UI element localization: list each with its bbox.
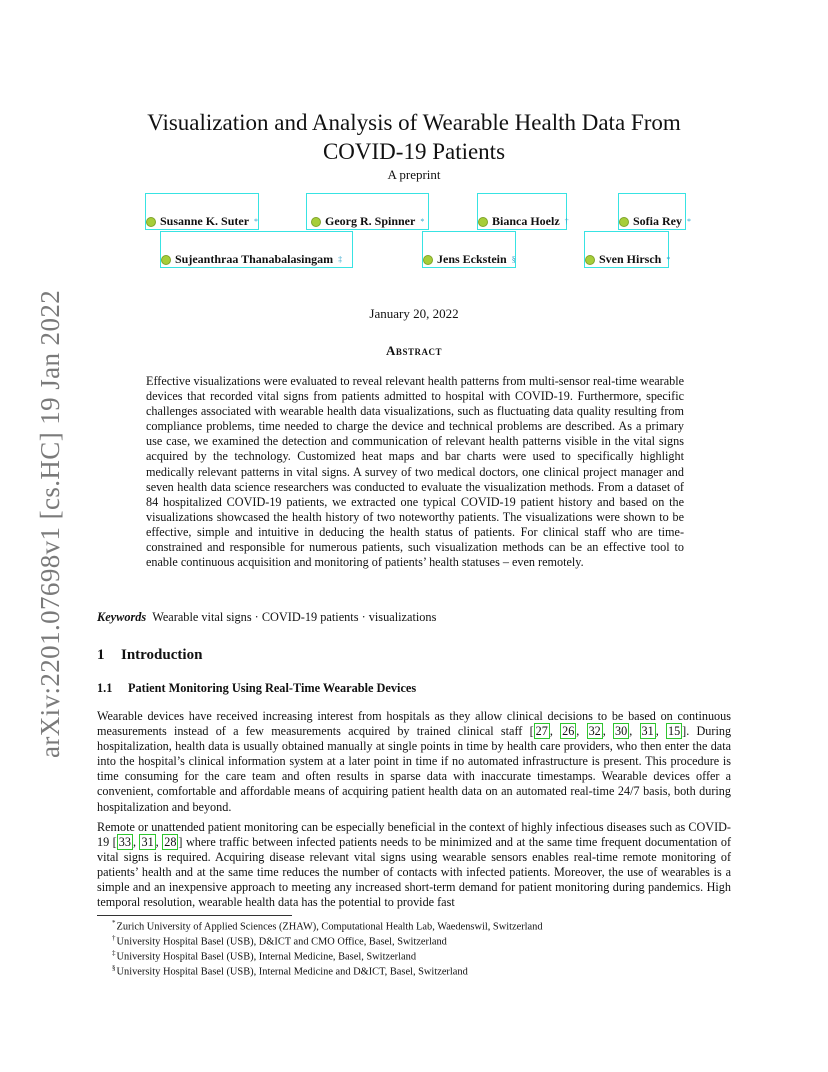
section-heading: [97, 647, 202, 664]
keywords-label: Keywords: [97, 610, 147, 624]
footnote-text: University Hospital Basel (USB), Internal Medicine, Basel, Switzerland: [116, 951, 417, 963]
footnote: [112, 949, 416, 962]
citation-link[interactable]: 33: [118, 835, 131, 850]
paragraph-text: Wearable devices have received increasing interest from hospitals as they allow clinical decisions to be based on continuous measurements instead of a few measurements acquired by trained clinical staff [: [97, 709, 731, 739]
abstract-text: Effective visualizations were evaluated to reveal relevant health patterns from multi-sensor real-time wearable devices that recorded vital signs from patients admitted to hospital with COVID-19. Furthermore, specific challenges associated with wearable health data visualizations, such as fluctuating data quality resulting from compliance problems, time needed to charge the device and technical problems are described. As a primary use case, we examined the detection and communication of relevant health patterns visible in the vital signs acquired by the technology. Customized heat maps and bar charts were used to specifically highlight medically relevant patterns in vital signs. A survey of two medical doctors, one clinical project manager and seven health data science researchers was conducted to evaluate the visualization methods. From a dataset of 84 hospitalized COVID-19 patients, we extracted one typical COVID-19 patient history and based on the visualizations showcased the health history of two noteworthy patients. The visualizations were shown to be effective, simple and intuitive in deducing the health status of patients. For clinical staff who are time-constrained and responsible for numerous patients, such visualization methods can be an effective tool to enable continuous acquisition and monitoring of patients’ health statuses – even remotely.: [146, 374, 684, 570]
abstract-heading-text: Abstract: [386, 343, 442, 358]
author-sven-hirsch[interactable]: [585, 252, 670, 267]
paper-title: Visualization and Analysis of Wearable Health Data From COVID-19 Patients: [147, 110, 681, 164]
orcid-icon[interactable]: [423, 255, 433, 265]
orcid-icon[interactable]: [585, 255, 595, 265]
footnote: [112, 919, 543, 932]
author-georg-spinner[interactable]: [311, 214, 424, 229]
footnote-mark: ‡: [112, 949, 116, 957]
keywords-list: Wearable vital signs · COVID-19 patients · visualizations: [152, 610, 437, 624]
author-name: Sujeanthraa Thanabalasingam: [175, 252, 334, 266]
citation-link[interactable]: 31: [141, 835, 154, 850]
author-jens-eckstein[interactable]: [423, 252, 516, 267]
footnote-mark: *: [112, 919, 116, 927]
section-number: 1: [97, 647, 105, 663]
author-name: Sofia Rey: [633, 214, 682, 228]
author-name: Susanne K. Suter: [160, 214, 250, 228]
footnote-mark: †: [112, 934, 116, 942]
orcid-icon[interactable]: [146, 217, 156, 227]
affiliation-mark[interactable]: ‡: [338, 255, 343, 264]
author-bianca-hoelz[interactable]: [478, 214, 569, 229]
orcid-icon[interactable]: [161, 255, 171, 265]
paragraph-text: Remote or unattended patient monitoring can be especially beneficial in the context of highly infectious diseases such as COVID-19 [: [97, 820, 731, 850]
subsection-title: Patient Monitoring Using Real-Time Wearable Devices: [128, 681, 417, 695]
arxiv-identifier-stamp: arXiv:2201.07698v1 [cs.HC] 19 Jan 2022: [35, 289, 65, 758]
paragraph-text: ] where traffic between infected patients needs to be minimized and at the same time frequent documentation of vital signs is required. Acquiring disease relevant vital signs using wearable sensors enables real-time remote monitoring of patients’ health and at the same time reduces the number of contacts with infected patients. Moreover, the use of wearables is a simple and an inexpensive approach to meeting any increased short-term demand for patient monitoring during pandemics. High temporal resolution, wearable health data has the potential to provide fast: [97, 835, 731, 910]
body-paragraph: Remote or unattended patient monitoring can be especially beneficial in the context of highly infectious diseases such as COVID-19 [ 33 , 31 , 28 ] where traffic between infected patients needs to be minimized and at the same time frequent documentation of vital signs is required. Acquiring disease relevant vital signs using wearable sensors enables real-time remote monitoring of patients’ health and at the same time reduces the number of contacts with infected patients. Moreover, the use of wearables is a simple and an inexpensive approach to meeting any increased short-term demand for patient monitoring during pandemics. High temporal resolution, wearable health data has the potential to provide fast: [97, 820, 731, 910]
citation-link[interactable]: 28: [164, 835, 177, 850]
affiliation-mark[interactable]: *: [254, 217, 259, 226]
citation-link[interactable]: 30: [615, 724, 628, 739]
subsection-heading: [97, 681, 416, 696]
affiliation-mark[interactable]: †: [564, 217, 569, 226]
citation-link[interactable]: 26: [562, 724, 575, 739]
author-susanne-suter[interactable]: [146, 214, 258, 229]
footnote-divider: [97, 915, 292, 916]
affiliation-mark[interactable]: *: [420, 217, 425, 226]
orcid-icon[interactable]: [619, 217, 629, 227]
affiliation-mark[interactable]: *: [687, 217, 691, 226]
orcid-icon[interactable]: [311, 217, 321, 227]
citation-link[interactable]: 32: [588, 724, 601, 739]
section-title: Introduction: [121, 647, 203, 663]
paper-subtitle: A preprint: [387, 167, 441, 182]
publication-date: January 20, 2022: [369, 306, 459, 321]
orcid-icon[interactable]: [478, 217, 488, 227]
footnote-text: Zurich University of Applied Sciences (ZHAW), Computational Health Lab, Waedenswil, Switzerland: [116, 921, 543, 933]
paragraph-text: ]. During hospitalization, health data is usually obtained manually at single points in time by health care providers, who then enter the data into the hospital’s clinical information system at a later point in time if no automated infrastructure is present. This procedure is time consuming for the care team and often results in sparse data with inaccurate timestamps. Wearable devices offer a convenient, comfortable and affordable means of acquiring patient health data on an automated real-time 24/7 basis, both during hospitalization and beyond.: [97, 724, 732, 814]
author-sujeanthraa-thanabalasingam[interactable]: [161, 252, 342, 267]
keywords-line: [97, 610, 436, 625]
footnote: [112, 964, 468, 977]
footnote-text: University Hospital Basel (USB), D&ICT and CMO Office, Basel, Switzerland: [116, 936, 447, 948]
author-name: Jens Eckstein: [437, 252, 507, 266]
citation-link[interactable]: 31: [641, 724, 654, 739]
subsection-number: 1.1: [97, 681, 113, 695]
affiliation-mark[interactable]: *: [666, 255, 671, 264]
citation-link[interactable]: 27: [535, 724, 548, 739]
author-name: Sven Hirsch: [599, 252, 662, 266]
citation-link[interactable]: 15: [667, 724, 681, 739]
footnote: [112, 934, 447, 947]
author-name: Georg R. Spinner: [325, 214, 416, 228]
author-sofia-rey[interactable]: [619, 214, 691, 229]
body-paragraph: Wearable devices have received increasing interest from hospitals as they allow clinical decisions to be based on continuous measurements instead of a few measurements acquired by trained clinical staff [ 27 , 26 , 32 , 30 , 31 , 15 ]. During hospitalization, health data is usually obtained manually at single points in time by health care providers, who then enter the data into the hospital’s clinical information system at a later point in time if no automated infrastructure is present. This procedure is time consuming for the care team and often results in sparse data with inaccurate timestamps. Wearable devices offer a convenient, comfortable and affordable means of acquiring patient health data on an automated real-time 24/7 basis, both during hospitalization and beyond.: [97, 709, 732, 814]
affiliation-mark[interactable]: §: [511, 255, 516, 264]
footnote-mark: §: [112, 964, 116, 972]
author-name: Bianca Hoelz: [492, 214, 560, 228]
abstract-heading: [120, 343, 708, 359]
footnote-text: University Hospital Basel (USB), Internal Medicine and D&ICT, Basel, Switzerland: [116, 966, 468, 978]
